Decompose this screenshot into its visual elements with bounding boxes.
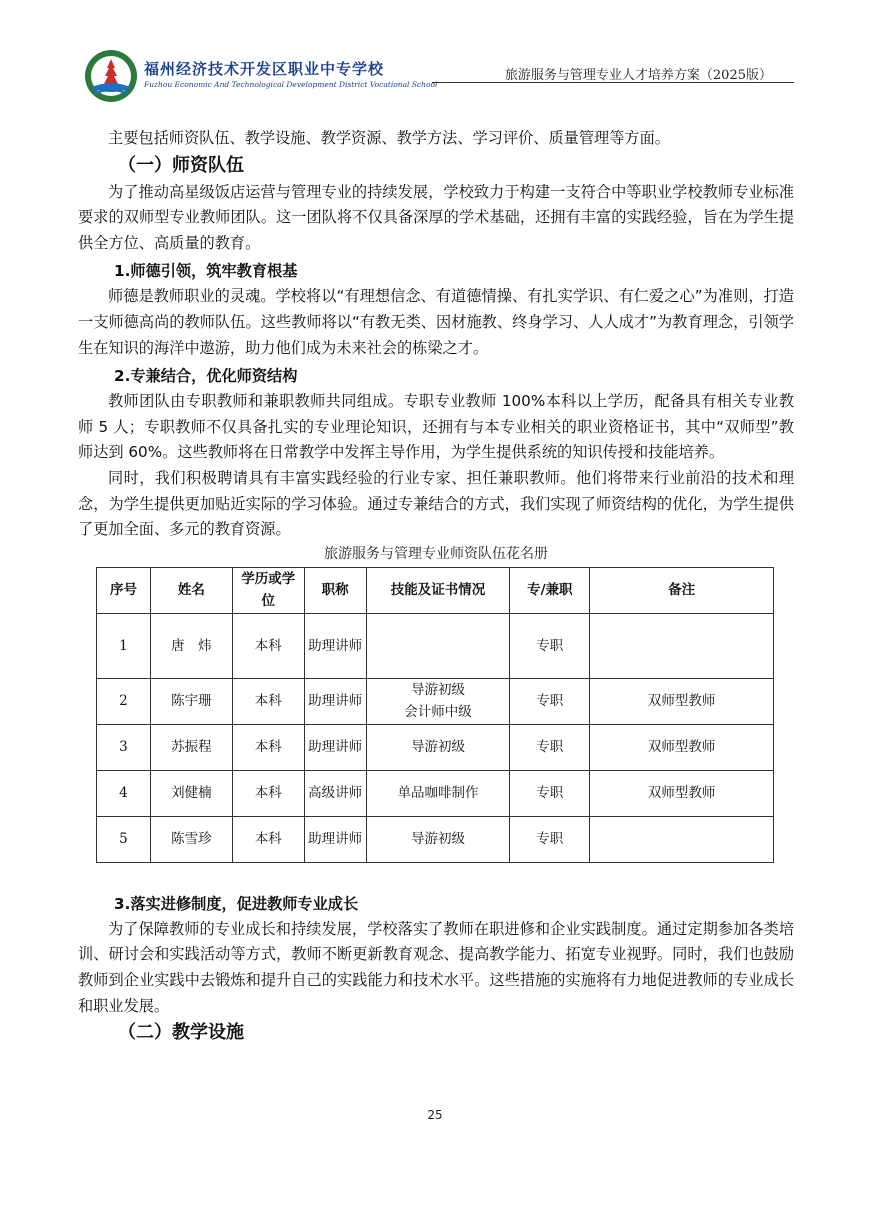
cell-title: 高级讲师: [304, 770, 366, 816]
cell-name: 刘健楠: [150, 770, 232, 816]
cell-edu: 本科: [232, 816, 304, 862]
section-title-facilities: （二）教学设施: [118, 1022, 244, 1044]
cell-note: [590, 816, 774, 862]
cell-no: 2: [97, 678, 151, 724]
cell-type: 专职: [510, 724, 590, 770]
subsection-title-training: 3.落实进修制度，促进教师专业成长: [114, 894, 359, 913]
table-header-cell: 姓名: [150, 567, 232, 613]
document-title: 旅游服务与管理专业人才培养方案（2025版）: [504, 68, 772, 83]
table-header-cell: 技能及证书情况: [366, 567, 510, 613]
intro-paragraph: 主要包括师资队伍、教学设施、教学资源、教学方法、学习评价、质量管理等方面。: [108, 129, 670, 147]
subsection-structure-paragraph-1: 教师团队由专职教师和兼职教师共同组成。专职专业教师 100%本科以上学历，配备具有相关专业教师 5 人；专职教师不仅具备扎实的专业理论知识，还拥有与本专业相关的职业资格证书，其中“双师型”教师达到 60%。这些教师将在日常教学中发挥主导作用，为学生提供系统的知识传授和技能培养。: [78, 392, 794, 462]
table-header-row: [97, 567, 774, 613]
subsection-structure-paragraph-2: 同时，我们积极聘请具有丰富实践经验的行业专家、担任兼职教师。他们将带来行业前沿的技术和理念，为学生提供更加贴近实际的学习体验。通过专兼结合的方式，我们实现了师资结构的优化，为学生提供了更加全面、多元的教育资源。: [78, 468, 794, 539]
table-header-cell: 备注: [590, 567, 774, 613]
cell-type: 专职: [510, 613, 590, 678]
cell-no: 3: [97, 724, 151, 770]
table-header-cell: 序号: [97, 567, 151, 613]
cell-note: 双师型教师: [590, 678, 774, 724]
cell-cert: 导游初级 会计师中级: [366, 678, 510, 724]
cell-cert: 导游初级: [366, 724, 510, 770]
cell-title: 助理讲师: [304, 678, 366, 724]
cell-note: 双师型教师: [590, 770, 774, 816]
subsection-title-structure: 2.专兼结合，优化师资结构: [114, 367, 298, 386]
cell-title: 助理讲师: [304, 613, 366, 678]
cell-note: 双师型教师: [590, 724, 774, 770]
cell-edu: 本科: [232, 613, 304, 678]
cell-cert: 导游初级: [366, 816, 510, 862]
page-header: [82, 48, 794, 104]
school-logo-icon: [82, 48, 140, 104]
subsection-training-paragraph: 为了保障教师的专业成长和持续发展，学校落实了教师在职进修和企业实践制度。通过定期参加各类培训、研讨会和实践活动等方式，教师不断更新教育观念、提高教学能力、拓宽专业视野。同时，我们也鼓励教师到企业实践中去锻炼和提升自己的实践能力和技术水平。这些措施的实施将有力地促进教师的专业成长和职业发展。: [78, 919, 794, 1015]
cell-cert: [366, 613, 510, 678]
school-name-en: Fuzhou Economic And Technological Development District Vocational School: [144, 80, 438, 89]
header-divider: [432, 82, 794, 83]
table-row: [97, 724, 774, 770]
table-row: [97, 770, 774, 816]
table-header-cell: 学历或学位: [232, 567, 304, 613]
table-row: [97, 613, 774, 678]
cell-name: 苏振程: [150, 724, 232, 770]
cell-no: 5: [97, 816, 151, 862]
cell-no: 1: [97, 613, 151, 678]
section-teachers-paragraph: 为了推动高星级饭店运营与管理专业的持续发展，学校致力于构建一支符合中等职业学校教师专业标准要求的双师型专业教师团队。这一团队将不仅具备深厚的学术基础，还拥有丰富的实践经验，旨在为学生提供全方位、高质量的教育。: [78, 182, 794, 252]
cell-edu: 本科: [232, 770, 304, 816]
teacher-roster-table: [96, 567, 774, 863]
cell-type: 专职: [510, 816, 590, 862]
subsection-ethics-paragraph: 师德是教师职业的灵魂。学校将以“有理想信念、有道德情操、有扎实学识、有仁爱之心”为准则，打造一支师德高尚的教师队伍。这些教师将以“有教无类、因材施教、终身学习、人人成才”为教育理念，引领学生在知识的海洋中遨游，助力他们成为未来社会的栋梁之才。: [78, 287, 794, 357]
page-number: 25: [427, 1108, 443, 1122]
cell-title: 助理讲师: [304, 816, 366, 862]
cell-name: 唐 炜: [150, 613, 232, 678]
cell-name: 陈宇珊: [150, 678, 232, 724]
cell-no: 4: [97, 770, 151, 816]
cell-type: 专职: [510, 770, 590, 816]
table-header-cell: 职称: [304, 567, 366, 613]
table-header-cell: 专/兼职: [510, 567, 590, 613]
cell-title: 助理讲师: [304, 724, 366, 770]
table-caption: 旅游服务与管理专业师资队伍花名册: [324, 545, 548, 562]
subsection-title-ethics: 1.师德引领，筑牢教育根基: [114, 262, 298, 281]
school-name-cn: 福州经济技术开发区职业中专学校: [144, 60, 385, 78]
cell-edu: 本科: [232, 678, 304, 724]
cell-edu: 本科: [232, 724, 304, 770]
section-title-teachers: （一）师资队伍: [118, 154, 244, 176]
cell-note: [590, 613, 774, 678]
table-row: [97, 678, 774, 724]
cell-type: 专职: [510, 678, 590, 724]
document-body: [78, 126, 794, 1047]
table-row: [97, 816, 774, 862]
cell-cert: 单品咖啡制作: [366, 770, 510, 816]
cell-name: 陈雪珍: [150, 816, 232, 862]
